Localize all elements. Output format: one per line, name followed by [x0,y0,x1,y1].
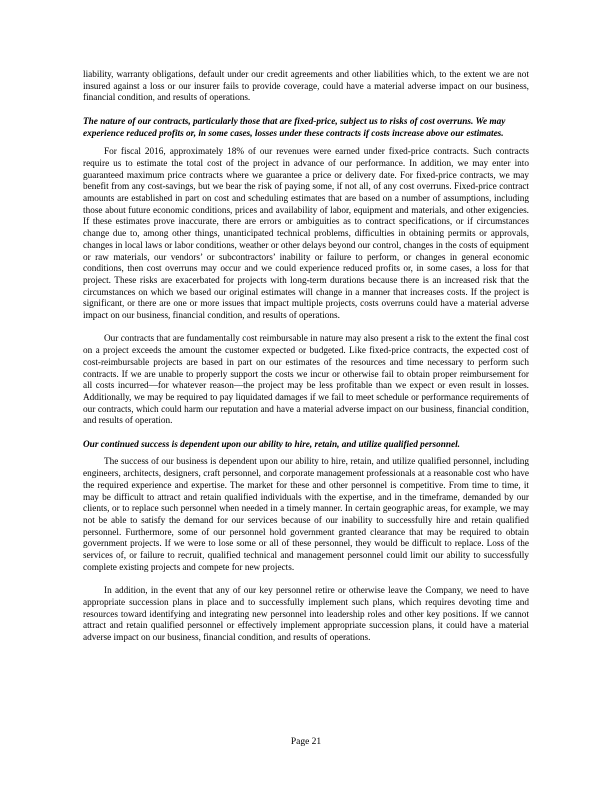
paragraph-cost-reimbursable: Our contracts that are fundamentally cost reimbursable in nature may also present a risk to the extent the final cost on a project exceeds the amount the customer expected or budgeted. Like fixed-price contracts, the expected cost of cost-reimbursable projects are based in part on our estimates of the resources and time necessary to perform such contracts. If we are unable to properly support the costs we incur or otherwise fail to obtain proper reimbursement for all costs incurred—for whatever reason—the project may be less profitable than we expect or even result in losses. Additionally, we may be required to pay liquidated damages if we fail to meet schedule or performance requirements of our contracts, which could harm our reputation and have a material adverse impact on our business, financial condition, and results of operation. [83,334,529,427]
document-page [83,70,529,645]
paragraph-continuation: liability, warranty obligations, default under our credit agreements and other liabilities which, to the extent we are not insured against a loss or our insurer fails to provide coverage, could have a material adverse impact on our business, financial condition, and results of operations. [83,70,529,104]
paragraph-fixed-price: For fiscal 2016, approximately 18% of our revenues were earned under fixed-price contracts. Such contracts require us to estimate the total cost of the project in advance of our performance. In addition, we may enter into guaranteed maximum price contracts where we guarantee a price or delivery date. For fixed-price contracts, we may benefit from any cost-savings, but we bear the risk of paying some, if not all, of any cost overruns. Fixed-price contract amounts are established in part on cost and scheduling estimates that are based on a number of assumptions, including those about future economic conditions, prices and availability of labor, equipment and materials, and other exigencies. If these estimates prove inaccurate, there are errors or ambiguities as to contract specifications, or if circumstances change due to, among other things, unanticipated technical problems, difficulties in obtaining permits or approvals, changes in local laws or labor conditions, weather or other delays beyond our control, changes in the costs of equipment or raw materials, our vendors’ or subcontractors’ inability or failure to perform, or changes in general economic conditions, then cost overruns may occur and we could experience reduced profits or, in some cases, a loss for that project. These risks are exacerbated for projects with long-term durations because there is an increased risk that the circumstances on which we based our original estimates will change in a manner that increases costs. If the project is significant, or there are one or more issues that impact multiple projects, costs overruns could have a material adverse impact on our business, financial condition, and results of operations. [83,147,529,322]
page-number: Page 21 [290,737,322,747]
section-heading-personnel: Our continued success is dependent upon our ability to hire, retain, and utilize qualified personnel. [83,439,460,450]
paragraph-personnel: The success of our business is dependent upon our ability to hire, retain, and utilize qualified personnel, including engineers, architects, designers, craft personnel, and corporate management professionals at a reasonable cost who have the required experience and expertise. The market for these and other personnel is competitive. From time to time, it may be difficult to attract and retain qualified individuals with the expertise, and in the timeframe, demanded by our clients, or to replace such personnel when needed in a timely manner. In certain geographic areas, for example, we may not be able to satisfy the demand for our services because of our inability to successfully hire and retain qualified personnel. Furthermore, some of our personnel hold government granted clearance that may be required to obtain government projects. If we were to lose some or all of these personnel, they would be difficult to replace. Loss of the services of, or failure to recruit, qualified technical and management personnel could limit our ability to successfully complete existing projects and compete for new projects. [83,457,529,573]
paragraph-succession: In addition, in the event that any of our key personnel retire or otherwise leave the Company, we need to have appropriate succession plans in place and to successfully implement such plans, which requires devoting time and resources toward identifying and integrating new personnel into leadership roles and other key positions. If we cannot attract and retain qualified personnel or effectively implement appropriate succession plans, it could have a material adverse impact on our business, financial condition, and results of operations. [83,586,529,643]
section-heading-contract-risk: The nature of our contracts, particularly those that are fixed-price, subject us to risks of cost overruns. We may experience reduced profits or, in some cases, losses under these contracts if costs increase above our estimates. [83,116,506,139]
